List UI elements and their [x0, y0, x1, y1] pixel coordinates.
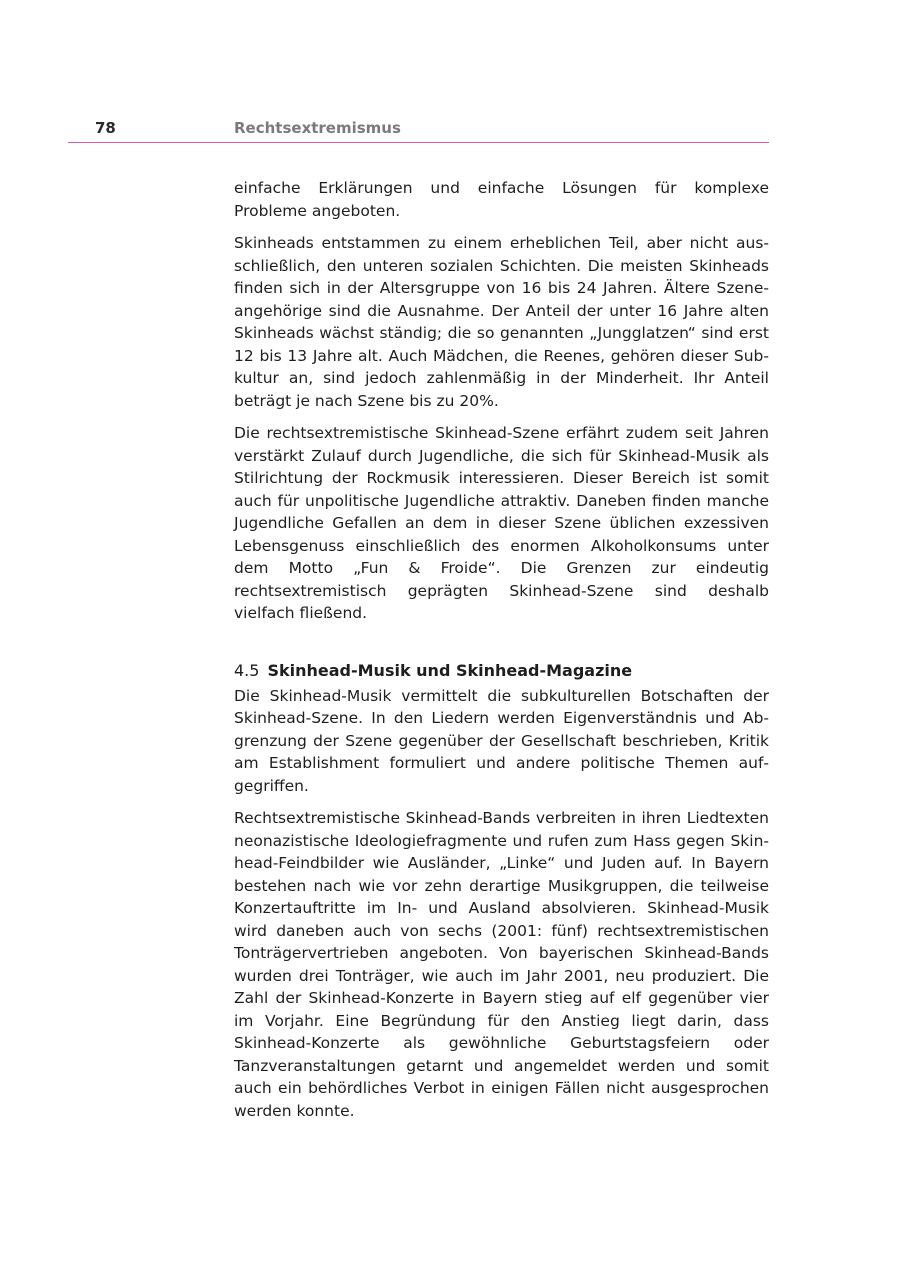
section-heading [234, 660, 769, 682]
body-column [234, 177, 769, 1122]
page-number: 78 [95, 119, 116, 137]
section-number: 4.5 [234, 660, 260, 680]
paragraph-skinhead-bands: Rechtsextremistische Skinhead-Bands verbreiten in ihren Liedtexten neonazistische Ideologiefragmente und rufen zum Hass gegen Skinhead-Feindbilder wie Ausländer, „Linke“ und Juden auf. In Bayern bestehen nach wie vor zehn derartige Musikgruppen, die teilweise Konzertauftritte im In- und Ausland absolvieren. Skinhead-Musik wird daneben auch von sechs (2001: fünf) rechtsextremistischen Tonträgervertrieben angeboten. Von bayerischen Skinhead-Bands wurden drei Tonträger, wie auch im Jahr 2001, neu produziert. Die Zahl der Skinhead-Konzerte in Bayern stieg auf elf gegenüber vier im Vorjahr. Eine Begründung für den Anstieg liegt darin, dass Skinhead-Konzerte als gewöhnliche Geburtstagsfeiern oder Tanzveranstaltungen getarnt und angemeldet werden und somit auch ein behördliches Verbot in einigen Fällen nicht ausgesprochen werden konnte. [234, 809, 769, 1120]
paragraph-music-messages: Die Skinhead-Musik vermittelt die subkulturellen Botschaften der Skinhead-Szene. In den Liedern werden Eigenverständnis und Abgrenzung der Szene gegenüber der Gesellschaft beschrieben, Kritik am Establishment formuliert und andere politische Themen aufgegriffen. [234, 686, 769, 795]
running-header [68, 119, 769, 143]
section-title: Skinhead-Musik und Skinhead-Magazine [267, 660, 633, 680]
paragraph-skinhead-demographics: Skinheads entstammen zu einem erheblichen Teil, aber nicht ausschließlich, den unteren sozialen Schichten. Die meisten Skinheads finden sich in der Altersgruppe von 16 bis 24 Jahren. Ältere Szeneangehörige sind die Ausnahme. Der Anteil der unter 16 Jahre alten Skinheads wächst ständig; die so genannten „Jungglatzen“ sind erst 12 bis 13 Jahre alt. Auch Mädchen, die Reenes, gehören dieser Subkultur an, sind jedoch zahlenmäßig in der Minderheit. Ihr Anteil beträgt je nach Szene bis zu 20%. [234, 234, 769, 410]
paragraph-scene-attraction: Die rechtsextremistische Skinhead-Szene erfährt zudem seit Jahren verstärkt Zulauf durch Jugendliche, die sich für Skinhead-Musik als Stilrichtung der Rockmusik interessieren. Dieser Bereich ist somit auch für unpolitische Jugendliche attraktiv. Daneben finden manche Jugendliche Gefallen an dem in dieser Szene üblichen exzessiven Lebensgenuss einschließlich des enormen Alkoholkonsums unter dem Motto „Fun & Froide“. Die Grenzen zur eindeutig rechtsextremistisch geprägten Skinhead-Szene sind deshalb vielfach fließend. [234, 424, 769, 622]
paragraph-intro-continuation: einfache Erklärungen und einfache Lösungen für komplexe Probleme angeboten. [234, 179, 769, 220]
running-title: Rechtsextremismus [234, 119, 401, 137]
